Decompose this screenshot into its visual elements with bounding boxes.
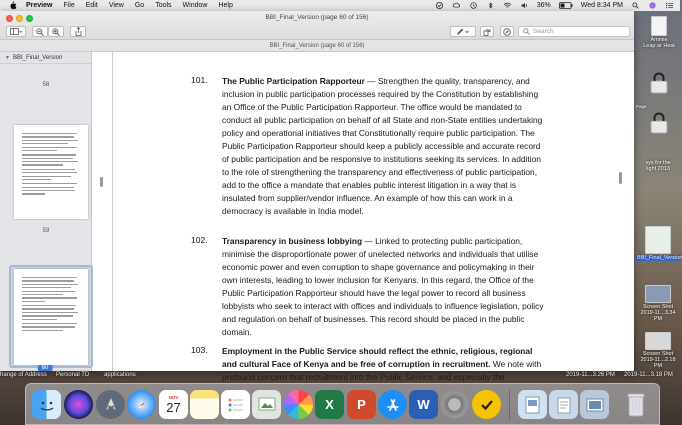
current-page-badge: 60 bbox=[38, 365, 53, 371]
zoom-out-button[interactable] bbox=[32, 26, 48, 37]
wifi-icon[interactable] bbox=[503, 2, 512, 9]
desktop-label: sys for the bbox=[645, 160, 671, 166]
menu-edit[interactable]: Edit bbox=[85, 2, 98, 9]
sidebar-document-header[interactable] bbox=[0, 52, 91, 64]
search-icon bbox=[523, 28, 530, 35]
page-thumbnail-59[interactable] bbox=[14, 125, 88, 219]
paragraph-body bbox=[222, 75, 549, 218]
desktop-file-locked-2[interactable] bbox=[640, 112, 678, 136]
page-thumbnail-60[interactable] bbox=[14, 269, 88, 365]
norton-app-icon[interactable] bbox=[472, 390, 501, 419]
desktop-label-page[interactable]: Page bbox=[636, 104, 647, 109]
paragraph-text: — Strengthen the quality, transparency, and inclusion in public participation processes required by the Constitution by establishing an Office of the Public Participation Rapporteur. The office would be mandated to conduct all public participation on behalf of all State and non-State entities undertaking policy and operational initiatives that Constitutionally require public participation. The Public Participation Rapporteur should keep a publicly accessible and accurate record of public participation and be responsive to institutions seeking its services. In addition to the role of strengthening the transparency and effectiveness of public participation, add to the office a mandate that enables public interest litigation in a way that is insulated from supplier/vendor influence. An example of how this can work in a democracy is available in India model. bbox=[222, 76, 543, 216]
desktop-screenshot-2[interactable] bbox=[636, 332, 680, 369]
sidebar-toggle-button[interactable] bbox=[6, 26, 26, 37]
sidebar-resize-handle[interactable] bbox=[100, 177, 103, 187]
paragraph-number: 103. bbox=[191, 345, 208, 355]
desktop-label-change-of-address[interactable]: hange of Address bbox=[0, 372, 47, 378]
toolbar bbox=[0, 11, 634, 40]
status-area bbox=[435, 0, 674, 11]
paragraph-heading: Transparency in business lobbying bbox=[222, 236, 363, 246]
document-title-bar: BBI_Final_Version (page 60 of 156) bbox=[0, 40, 634, 52]
finder-icon[interactable] bbox=[32, 390, 61, 419]
paragraph-text: — Linked to protecting public participation, minimise the disproportionate power of unelected networks and individuals that utilise economic power and even corruption to shape governance and policymaking in their own interests, leading to lower inclusion for Kenyans. In this regard, the Office of the Public Participation Rapporteur should have the legal power to record all business lobbyists who seek to interact with offices and individuals to influence legislation, policy and regulation on behalf of businesses. This record should be placed in the public domain. bbox=[222, 236, 544, 337]
lock-icon bbox=[649, 112, 669, 134]
app-store-icon[interactable] bbox=[378, 390, 407, 419]
paragraph-heading: The Public Participation Rapporteur bbox=[222, 76, 365, 86]
notes-icon[interactable] bbox=[190, 390, 219, 419]
downloads-stack-icon[interactable] bbox=[580, 390, 609, 419]
excel-icon[interactable]: X bbox=[315, 390, 344, 419]
sidebar-icon bbox=[10, 28, 22, 35]
menu-tools[interactable]: Tools bbox=[155, 2, 172, 9]
lock-icon bbox=[649, 72, 669, 94]
norton-icon[interactable] bbox=[435, 2, 444, 9]
photos-icon[interactable] bbox=[284, 390, 313, 419]
word-icon[interactable]: W bbox=[409, 390, 438, 419]
markup-icon bbox=[503, 28, 511, 36]
creative-cloud-icon[interactable] bbox=[452, 2, 461, 9]
paragraph-heading: Employment in the Public Service should reflect the ethnic, religious, regional and cultural Face of Kenya and be free of corruption in recruitment. bbox=[222, 346, 533, 369]
desktop-file-sys[interactable] bbox=[636, 160, 680, 172]
desktop-label: Screen Shot 2019-11...3.34 PM bbox=[640, 304, 676, 322]
desktop-label: Ammie bbox=[650, 37, 668, 43]
time-machine-icon[interactable] bbox=[469, 2, 478, 9]
documents-stack-icon[interactable] bbox=[549, 390, 578, 419]
reminders-icon[interactable] bbox=[221, 390, 250, 419]
battery-percent: 36% bbox=[536, 2, 551, 9]
zoom-in-icon bbox=[52, 28, 60, 36]
menu-help[interactable]: Help bbox=[218, 2, 233, 9]
paragraph-number: 101. bbox=[191, 75, 208, 85]
desktop-label: BBI_Final_Version bbox=[637, 255, 682, 261]
markup-toolbar-button[interactable] bbox=[500, 26, 514, 37]
preview-app-icon[interactable] bbox=[252, 390, 281, 419]
preview-documents-icon[interactable] bbox=[518, 390, 547, 419]
page-label-59: 59 bbox=[42, 228, 50, 234]
launchpad-icon[interactable] bbox=[96, 390, 125, 419]
desktop-label: Screen Shot 2019-11...2.18 PM bbox=[640, 351, 676, 369]
menu-window[interactable]: Window bbox=[182, 2, 208, 9]
bluetooth-icon[interactable] bbox=[486, 2, 495, 9]
calendar-month: NOV bbox=[168, 394, 179, 400]
menu-go[interactable]: Go bbox=[134, 2, 145, 9]
page-label-58: 58 bbox=[42, 82, 50, 88]
safari-icon[interactable] bbox=[127, 390, 156, 419]
desktop-label: Leap.ar Heal bbox=[643, 43, 675, 49]
desktop-label-applications[interactable]: applications bbox=[104, 372, 136, 378]
paragraph-number: 102. bbox=[191, 235, 208, 245]
siri-app-icon[interactable] bbox=[64, 390, 93, 419]
menu-bar bbox=[0, 0, 680, 11]
volume-icon[interactable] bbox=[520, 2, 529, 9]
menu-file[interactable]: File bbox=[63, 2, 75, 9]
system-preferences-icon[interactable] bbox=[440, 390, 469, 419]
calendar-icon[interactable] bbox=[159, 390, 188, 419]
desktop-screenshot-1[interactable] bbox=[636, 285, 680, 322]
thumbnail-sidebar bbox=[0, 52, 92, 371]
desktop-label-screenshot-a[interactable]: 2019-11...3.26 PM bbox=[566, 372, 615, 378]
rotate-icon bbox=[483, 28, 491, 36]
share-button[interactable] bbox=[70, 26, 86, 37]
calendar-day: 27 bbox=[166, 399, 181, 415]
trash-icon[interactable] bbox=[621, 390, 650, 419]
desktop-label-screenshot-b[interactable]: 2019-11...3.18 PM bbox=[624, 372, 673, 378]
share-icon bbox=[75, 27, 82, 36]
powerpoint-icon[interactable]: P bbox=[347, 390, 376, 419]
dock-separator bbox=[509, 390, 510, 420]
paragraph-text: We note with profound concern that recruitment into the Public Service, and especially the bbox=[222, 359, 542, 382]
desktop-file-locked-1[interactable] bbox=[640, 72, 678, 96]
window-title: BBI_Final_Version (page 60 of 156) bbox=[265, 14, 369, 21]
rotate-button[interactable] bbox=[480, 26, 494, 37]
disclosure-triangle-icon[interactable]: ▼ bbox=[5, 54, 10, 61]
apple-icon[interactable] bbox=[8, 1, 18, 10]
notification-center-icon[interactable] bbox=[665, 2, 674, 9]
zoom-out-icon bbox=[36, 28, 44, 36]
paragraph-body bbox=[222, 345, 549, 384]
desktop-file-bbi[interactable] bbox=[636, 226, 680, 261]
desktop-label: light 2013 bbox=[646, 166, 670, 172]
menu-app-preview[interactable]: Preview bbox=[26, 2, 53, 9]
spotlight-icon[interactable] bbox=[631, 2, 640, 9]
battery-icon[interactable] bbox=[559, 2, 573, 9]
pen-icon bbox=[456, 28, 470, 36]
search-field[interactable] bbox=[518, 26, 630, 37]
desktop-label-personal[interactable]: Personal TD bbox=[56, 372, 90, 378]
desktop-file-ammie[interactable] bbox=[640, 16, 678, 49]
siri-icon[interactable] bbox=[648, 2, 657, 9]
menu-view[interactable]: View bbox=[108, 2, 124, 9]
document-scrollbar[interactable] bbox=[619, 172, 622, 184]
search-input[interactable] bbox=[533, 27, 629, 36]
paragraph-body bbox=[222, 235, 549, 339]
zoom-in-button[interactable] bbox=[48, 26, 64, 37]
markup-pen-button[interactable] bbox=[450, 26, 476, 37]
menubar-clock[interactable]: Wed 8:34 PM bbox=[580, 2, 623, 9]
sidebar-document-name: BBI_Final_Version bbox=[12, 54, 63, 61]
dock bbox=[25, 383, 660, 425]
